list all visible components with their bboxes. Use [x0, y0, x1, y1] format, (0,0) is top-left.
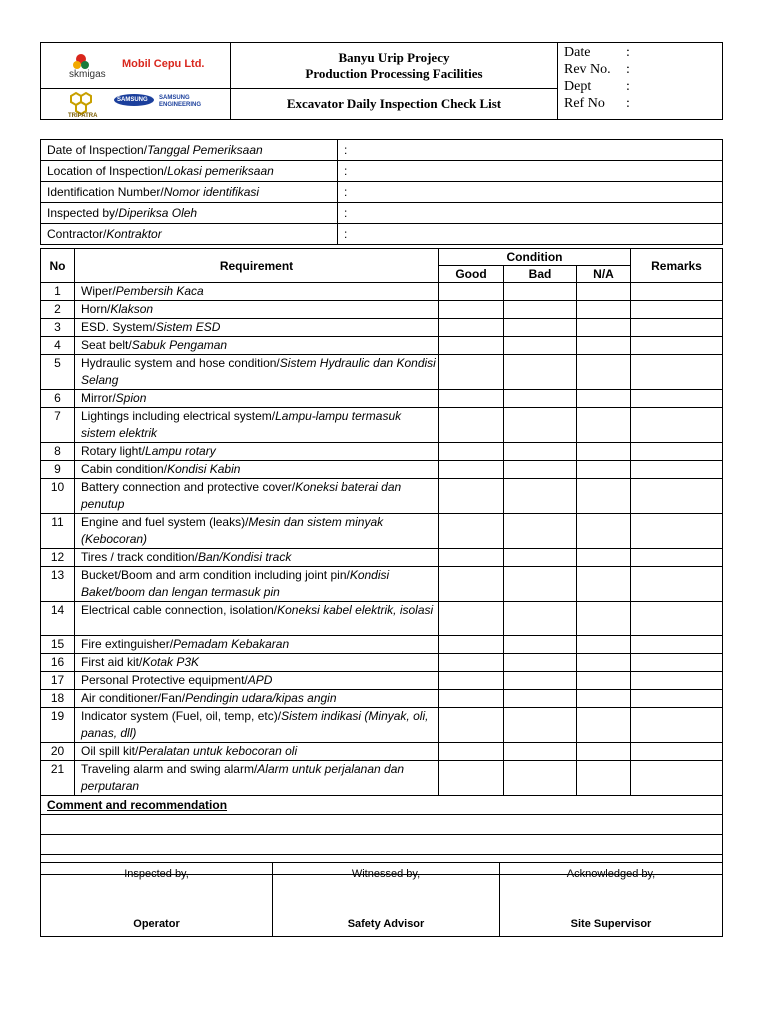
condition-good-cell[interactable]	[439, 567, 504, 602]
item-requirement	[75, 672, 439, 690]
remarks-cell[interactable]	[631, 355, 723, 390]
remarks-cell[interactable]	[631, 743, 723, 761]
condition-good-cell[interactable]	[439, 479, 504, 514]
item-requirement	[75, 337, 439, 355]
requirement-english: Seat belt/	[81, 338, 132, 352]
condition-bad-cell[interactable]	[504, 283, 577, 301]
condition-good-cell[interactable]	[439, 743, 504, 761]
requirement-english: Mirror/	[81, 391, 116, 405]
requirement-indonesian: Sistem ESD	[155, 320, 221, 334]
item-requirement	[75, 461, 439, 479]
requirement-indonesian: APD	[247, 673, 273, 687]
checklist-row	[41, 567, 723, 602]
signature-inspected[interactable]	[41, 863, 273, 937]
checklist-row	[41, 708, 723, 743]
item-requirement	[75, 301, 439, 319]
info-contractor-value[interactable]: :	[338, 224, 723, 245]
info-id-number-value[interactable]: :	[338, 182, 723, 203]
tripatra-logo-text: TRIPATRA	[68, 113, 98, 119]
info-row-location: Location of Inspection/Lokasi pemeriksaan :	[41, 161, 723, 182]
requirement-indonesian: Sistem indikasi (Minyak, oli, panas, dll)	[81, 709, 429, 740]
remarks-cell[interactable]	[631, 549, 723, 567]
condition-bad-cell[interactable]	[504, 672, 577, 690]
condition-na-cell[interactable]	[577, 479, 631, 514]
samsung-engineering-logo-text: SAMSUNG ENGINEERING	[159, 95, 202, 108]
condition-bad-cell[interactable]	[504, 355, 577, 390]
checklist-row	[41, 301, 723, 319]
requirement-english: Lightings including electrical system/	[81, 409, 276, 423]
requirement-indonesian: Koneksi kabel elektrik, isolasi	[277, 603, 434, 617]
item-number: 1	[41, 283, 75, 301]
condition-good-cell[interactable]	[439, 337, 504, 355]
item-number: 18	[41, 690, 75, 708]
checklist-row	[41, 461, 723, 479]
item-number: 15	[41, 636, 75, 654]
condition-bad-cell[interactable]	[504, 761, 577, 796]
logo-cell-bottom	[41, 89, 231, 120]
remarks-cell[interactable]	[631, 567, 723, 602]
condition-na-cell[interactable]	[577, 337, 631, 355]
requirement-english: Horn/	[81, 302, 111, 316]
checklist-row	[41, 743, 723, 761]
checklist-row	[41, 636, 723, 654]
info-date-value[interactable]: :	[338, 140, 723, 161]
remarks-cell[interactable]	[631, 479, 723, 514]
condition-good-cell[interactable]	[439, 636, 504, 654]
checklist-row	[41, 654, 723, 672]
requirement-english: Cabin condition/	[81, 462, 168, 476]
item-number: 19	[41, 708, 75, 743]
condition-bad-cell[interactable]	[504, 443, 577, 461]
condition-bad-cell[interactable]	[504, 461, 577, 479]
item-number: 9	[41, 461, 75, 479]
remarks-cell[interactable]	[631, 672, 723, 690]
doc-title-cell	[231, 89, 558, 120]
item-requirement	[75, 390, 439, 408]
condition-good-cell[interactable]	[439, 355, 504, 390]
item-number: 14	[41, 602, 75, 636]
checklist-row	[41, 319, 723, 337]
condition-bad-cell[interactable]	[504, 514, 577, 549]
item-number: 10	[41, 479, 75, 514]
item-number: 8	[41, 443, 75, 461]
item-requirement	[75, 708, 439, 743]
requirement-indonesian: Sabuk Pengaman	[131, 338, 228, 352]
project-title-cell	[231, 43, 558, 89]
item-requirement	[75, 443, 439, 461]
checklist-row	[41, 672, 723, 690]
info-row-date: Date of Inspection/Tanggal Pemeriksaan :	[41, 140, 723, 161]
condition-na-cell[interactable]	[577, 283, 631, 301]
item-number: 20	[41, 743, 75, 761]
remarks-cell[interactable]	[631, 690, 723, 708]
meta-rev-no: Rev No. :	[564, 62, 630, 77]
remarks-cell[interactable]	[631, 319, 723, 337]
tripatra-mark-icon	[71, 93, 91, 114]
requirement-english: First aid kit/	[81, 655, 143, 669]
signature-title: Acknowledged by,	[566, 868, 656, 880]
condition-bad-cell[interactable]	[504, 567, 577, 602]
condition-na-cell[interactable]	[577, 319, 631, 337]
condition-good-cell[interactable]	[439, 690, 504, 708]
requirement-english: Air conditioner/Fan/	[81, 691, 186, 705]
remarks-cell[interactable]	[631, 636, 723, 654]
signature-title: Witnessed by,	[351, 868, 421, 880]
signature-acknowledged[interactable]	[500, 863, 723, 937]
requirement-indonesian: Kondisi Baket/boom dan lengan termasuk pin	[81, 568, 390, 599]
condition-good-cell[interactable]	[439, 390, 504, 408]
condition-na-cell[interactable]	[577, 549, 631, 567]
requirement-indonesian: Pemadam Kebakaran	[173, 637, 290, 651]
requirement-indonesian: Pendingin udara/kipas angin	[185, 691, 337, 705]
requirement-english: ESD. System/	[81, 320, 156, 334]
remarks-cell[interactable]	[631, 514, 723, 549]
condition-bad-cell[interactable]	[504, 690, 577, 708]
condition-bad-cell[interactable]	[504, 654, 577, 672]
requirement-english: Personal Protective equipment/	[81, 673, 248, 687]
condition-good-cell[interactable]	[439, 443, 504, 461]
requirement-indonesian: Kotak P3K	[142, 655, 200, 669]
item-number: 11	[41, 514, 75, 549]
signature-role: Site Supervisor	[570, 918, 652, 930]
remarks-cell[interactable]	[631, 443, 723, 461]
meta-ref-no: Ref No :	[564, 96, 630, 111]
header-no: No	[41, 249, 75, 283]
condition-na-cell[interactable]	[577, 602, 631, 636]
item-requirement	[75, 355, 439, 390]
condition-bad-cell[interactable]	[504, 337, 577, 355]
header-good: Good	[439, 266, 504, 283]
info-location-value[interactable]: :	[338, 161, 723, 182]
condition-bad-cell[interactable]	[504, 479, 577, 514]
meta-dept: Dept :	[564, 79, 630, 94]
info-inspected-by-value[interactable]: :	[338, 203, 723, 224]
condition-na-cell[interactable]	[577, 690, 631, 708]
checklist-row	[41, 549, 723, 567]
item-number: 16	[41, 654, 75, 672]
requirement-english: Bucket/Boom and arm condition including joint pin/	[81, 568, 350, 582]
comment-line[interactable]	[41, 815, 723, 835]
checklist-table	[40, 248, 723, 875]
item-number: 13	[41, 567, 75, 602]
signature-title: Inspected by,	[124, 868, 189, 880]
samsung-logo-text: SAMSUNG	[117, 97, 148, 103]
item-requirement	[75, 567, 439, 602]
requirement-english: Indicator system (Fuel, oil, temp, etc)/	[81, 709, 282, 723]
condition-good-cell[interactable]	[439, 761, 504, 796]
item-requirement	[75, 743, 439, 761]
comment-heading: Comment and recommendation	[41, 796, 723, 815]
requirement-english: Hydraulic system and hose condition/	[81, 356, 280, 370]
item-requirement	[75, 514, 439, 549]
checklist-row	[41, 390, 723, 408]
item-number: 12	[41, 549, 75, 567]
header-remarks: Remarks	[631, 249, 723, 283]
condition-na-cell[interactable]	[577, 390, 631, 408]
condition-good-cell[interactable]	[439, 672, 504, 690]
requirement-indonesian: Kondisi Kabin	[167, 462, 241, 476]
requirement-english: Electrical cable connection, isolation/	[81, 603, 278, 617]
requirement-english: Wiper/	[81, 284, 116, 298]
condition-bad-cell[interactable]	[504, 636, 577, 654]
checklist-row	[41, 443, 723, 461]
item-requirement	[75, 319, 439, 337]
item-requirement	[75, 690, 439, 708]
checklist-row	[41, 408, 723, 443]
condition-bad-cell[interactable]	[504, 319, 577, 337]
checklist-row	[41, 283, 723, 301]
document-meta	[558, 43, 723, 120]
info-row-inspected-by: Inspected by/Diperiksa Oleh :	[41, 203, 723, 224]
signature-role: Safety Advisor	[347, 918, 425, 930]
requirement-indonesian: Klakson	[110, 302, 154, 316]
remarks-cell[interactable]	[631, 301, 723, 319]
checklist-row	[41, 761, 723, 796]
condition-bad-cell[interactable]	[504, 549, 577, 567]
item-number: 6	[41, 390, 75, 408]
condition-good-cell[interactable]	[439, 319, 504, 337]
condition-good-cell[interactable]	[439, 283, 504, 301]
requirement-indonesian: Pembersih Kaca	[115, 284, 204, 298]
condition-good-cell[interactable]	[439, 461, 504, 479]
remarks-cell[interactable]	[631, 408, 723, 443]
requirement-indonesian: Sistem Hydraulic dan Kondisi Selang	[81, 356, 436, 387]
signature-witnessed[interactable]	[273, 863, 500, 937]
project-name: Banyu Urip Projecy	[338, 49, 450, 65]
item-number: 2	[41, 301, 75, 319]
item-requirement	[75, 283, 439, 301]
comment-line[interactable]	[41, 835, 723, 855]
item-requirement	[75, 602, 439, 636]
mobil-cepu-logo-text: Mobil Cepu Ltd.	[122, 58, 205, 70]
requirement-indonesian: Mesin dan sistem minyak (Kebocoran)	[81, 515, 384, 546]
condition-na-cell[interactable]	[577, 761, 631, 796]
item-number: 17	[41, 672, 75, 690]
item-requirement	[75, 654, 439, 672]
condition-na-cell[interactable]	[577, 567, 631, 602]
requirement-indonesian: Alarm untuk perjalanan dan perputaran	[81, 762, 405, 793]
item-requirement	[75, 761, 439, 796]
condition-na-cell[interactable]	[577, 743, 631, 761]
condition-bad-cell[interactable]	[504, 390, 577, 408]
header-requirement: Requirement	[75, 249, 439, 283]
condition-na-cell[interactable]	[577, 708, 631, 743]
requirement-indonesian: Peralatan untuk kebocoran oli	[138, 744, 298, 758]
condition-good-cell[interactable]	[439, 654, 504, 672]
requirement-english: Tires / track condition/	[81, 550, 198, 564]
requirement-english: Engine and fuel system (leaks)/	[81, 515, 249, 529]
item-number: 21	[41, 761, 75, 796]
condition-na-cell[interactable]	[577, 301, 631, 319]
remarks-cell[interactable]	[631, 602, 723, 636]
condition-bad-cell[interactable]	[504, 708, 577, 743]
remarks-cell[interactable]	[631, 283, 723, 301]
condition-na-cell[interactable]	[577, 672, 631, 690]
condition-na-cell[interactable]	[577, 461, 631, 479]
header-condition: Condition	[439, 249, 631, 266]
remarks-cell[interactable]	[631, 654, 723, 672]
requirement-english: Rotary light/	[81, 444, 146, 458]
requirement-english: Fire extinguisher/	[81, 637, 174, 651]
item-number: 3	[41, 319, 75, 337]
condition-bad-cell[interactable]	[504, 602, 577, 636]
checklist-row	[41, 514, 723, 549]
condition-na-cell[interactable]	[577, 408, 631, 443]
info-row-id-number: Identification Number/Nomor identifikasi :	[41, 182, 723, 203]
document-title: Excavator Daily Inspection Check List	[286, 96, 502, 111]
skmigas-logo-text: skmigas	[69, 69, 106, 80]
item-number: 5	[41, 355, 75, 390]
signature-table	[40, 862, 723, 937]
requirement-english: Battery connection and protective cover/	[81, 480, 296, 494]
condition-bad-cell[interactable]	[504, 301, 577, 319]
condition-na-cell[interactable]	[577, 355, 631, 390]
condition-na-cell[interactable]	[577, 654, 631, 672]
condition-good-cell[interactable]	[439, 514, 504, 549]
checklist-row	[41, 337, 723, 355]
requirement-indonesian: Lampu rotary	[145, 444, 216, 458]
condition-good-cell[interactable]	[439, 301, 504, 319]
item-number: 4	[41, 337, 75, 355]
remarks-cell[interactable]	[631, 708, 723, 743]
condition-good-cell[interactable]	[439, 602, 504, 636]
checklist-row	[41, 479, 723, 514]
logo-cell-top	[41, 43, 231, 89]
requirement-indonesian: Koneksi baterai dan penutup	[81, 480, 402, 511]
inspection-info-table	[40, 139, 723, 245]
checklist-row	[41, 690, 723, 708]
remarks-cell[interactable]	[631, 461, 723, 479]
condition-good-cell[interactable]	[439, 408, 504, 443]
checklist-row	[41, 355, 723, 390]
checklist-body	[41, 283, 723, 796]
item-number: 7	[41, 408, 75, 443]
requirement-indonesian: Lampu-lampu termasuk sistem elektrik	[81, 409, 402, 440]
item-requirement	[75, 549, 439, 567]
document-header	[40, 42, 723, 120]
condition-good-cell[interactable]	[439, 549, 504, 567]
checklist-row	[41, 602, 723, 636]
remarks-cell[interactable]	[631, 390, 723, 408]
skmigas-mark-icon	[73, 54, 89, 69]
facility-name: Production Processing Facilities	[305, 65, 483, 81]
item-requirement	[75, 408, 439, 443]
requirement-indonesian: Spion	[115, 391, 147, 405]
condition-bad-cell[interactable]	[504, 408, 577, 443]
info-row-contractor: Contractor/Kontraktor :	[41, 224, 723, 245]
condition-na-cell[interactable]	[577, 443, 631, 461]
signature-role: Operator	[133, 918, 180, 930]
requirement-english: Oil spill kit/	[81, 744, 139, 758]
item-requirement	[75, 636, 439, 654]
condition-good-cell[interactable]	[439, 708, 504, 743]
condition-na-cell[interactable]	[577, 636, 631, 654]
item-requirement	[75, 479, 439, 514]
meta-date: Date :	[564, 45, 630, 60]
header-na: N/A	[577, 266, 631, 283]
condition-na-cell[interactable]	[577, 514, 631, 549]
header-bad: Bad	[504, 266, 577, 283]
requirement-english: Traveling alarm and swing alarm/	[81, 762, 258, 776]
condition-bad-cell[interactable]	[504, 743, 577, 761]
remarks-cell[interactable]	[631, 761, 723, 796]
remarks-cell[interactable]	[631, 337, 723, 355]
requirement-indonesian: Ban/Kondisi track	[197, 550, 292, 564]
